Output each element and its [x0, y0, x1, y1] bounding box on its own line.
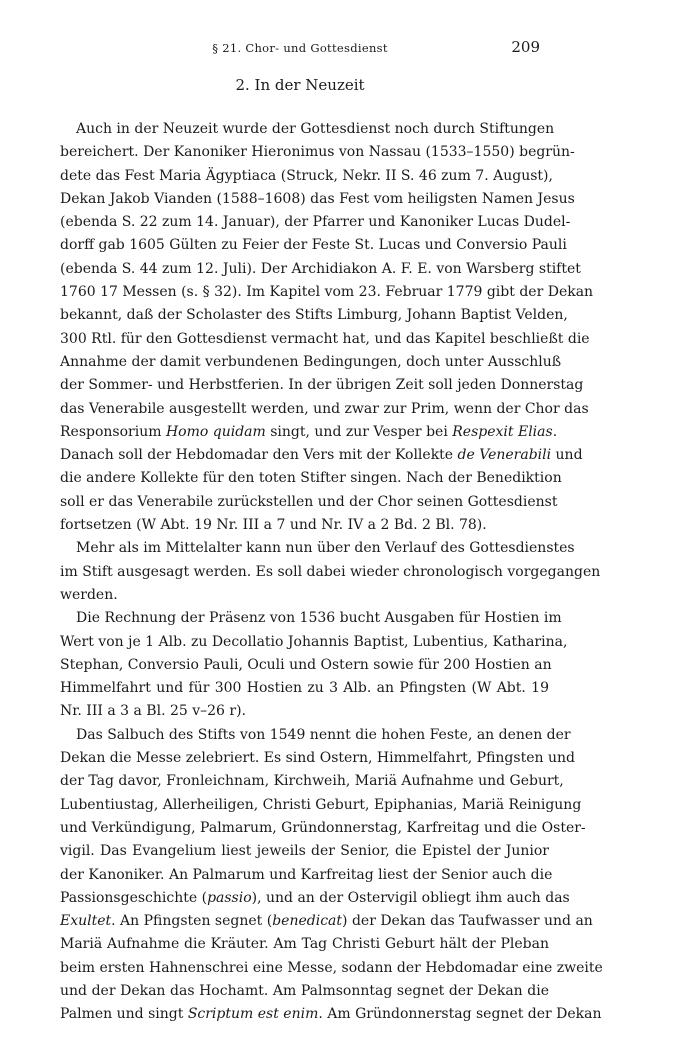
latin-term: Exultet [60, 913, 112, 930]
text-segment: Responsorium [60, 423, 166, 440]
text-line [60, 188, 575, 211]
latin-term: Respexit Elias [452, 423, 553, 440]
text-segment: Das Salbuch des Stifts von 1549 nennt die hohen Feste, an denen der [76, 726, 571, 743]
text-line [60, 957, 603, 980]
text-segment: Annahme der damit verbundenen Bedingungen, doch unter Ausschluß [60, 353, 562, 370]
text-segment: dorff gab 1605 Gülten zu Feier der Feste St. Lucas und Conversio Pauli [60, 237, 567, 254]
text-line [60, 747, 575, 770]
latin-term: passio [207, 889, 252, 906]
text-line [60, 258, 581, 281]
text-line [60, 351, 562, 374]
text-line [60, 840, 549, 863]
text-segment: Himmelfahrt und für 300 Hostien zu 3 Alb. an Pfingsten (W Abt. 19 [60, 680, 549, 697]
text-segment: Dekan die Messe zelebriert. Es sind Ostern, Himmelfahrt, Pfingsten und [60, 750, 575, 767]
text-line [60, 328, 590, 351]
text-line [60, 980, 549, 1003]
latin-term: Scriptum est enim [187, 1006, 319, 1023]
text-segment: und der Dekan das Hochamt. Am Palmsonntag segnet der Dekan die [60, 982, 549, 999]
text-line [60, 281, 594, 304]
text-line [60, 444, 583, 467]
text-segment: (ebenda S. 22 zum 14. Januar), der Pfarrer und Kanoniker Lucas Dudel- [60, 214, 571, 231]
text-segment: 1760 17 Messen (s. § 32). Im Kapitel vom 23. Februar 1779 gibt der Dekan [60, 284, 594, 301]
page-number: 209 [511, 38, 540, 56]
text-line [60, 631, 568, 654]
latin-term: de Venerabili [457, 447, 552, 464]
text-segment: . Am Gründonnerstag segnet der Dekan [318, 1006, 602, 1023]
text-segment: und Verkündigung, Palmarum, Gründonnerstag, Karfreitag und die Oster- [60, 819, 586, 836]
text-segment: singt, und zur Vesper bei [265, 423, 453, 440]
text-segment: der Kanoniker. An Palmarum und Karfreitag liest der Senior auch die [60, 866, 553, 883]
text-segment: 300 Rtl. für den Gottesdienst vermacht hat, und das Kapitel beschließt die [60, 330, 590, 347]
text-segment: Die Rechnung der Präsenz von 1536 bucht Ausgaben für Hostien im [76, 610, 562, 627]
latin-term: benedicat [272, 913, 343, 930]
text-segment: (ebenda S. 44 zum 12. Juli). Der Archidiakon A. F. E. von Warsberg stiftet [60, 260, 581, 277]
running-title: § 21. Chor- und Gottesdienst [212, 41, 388, 55]
text-segment: im Stift ausgesagt werden. Es soll dabei wieder chronologisch vorgegangen [60, 563, 601, 580]
text-segment: soll er das Venerabile zurückstellen und der Chor seinen Gottesdienst [60, 493, 558, 510]
text-segment: Passionsgeschichte ( [60, 889, 208, 906]
text-line [60, 654, 552, 677]
text-segment: der Tag davor, Fronleichnam, Kirchweih, Mariä Aufnahme und Geburt, [60, 773, 564, 790]
text-line [60, 118, 555, 141]
body-text [60, 118, 603, 1027]
text-segment: Auch in der Neuzeit wurde der Gottesdienst noch durch Stiftungen [76, 121, 555, 137]
text-segment: Nr. III a 3 a Bl. 25 v–26 r). [60, 703, 247, 720]
text-line [60, 584, 549, 607]
text-segment: dete das Fest Maria Ägyptiaca (Struck, Nekr. II S. 46 zum 7. August), [60, 167, 553, 184]
text-line [60, 537, 575, 560]
text-line [60, 514, 549, 537]
text-line [60, 234, 567, 257]
text-line [60, 887, 570, 910]
text-segment: bekannt, daß der Scholaster des Stifts Limburg, Johann Baptist Velden, [60, 307, 568, 324]
text-segment: werden. [60, 586, 118, 603]
text-line [60, 910, 593, 933]
text-line [60, 677, 549, 700]
text-segment: . An Pfingsten segnet ( [111, 913, 273, 930]
text-line [60, 700, 549, 723]
text-line [60, 933, 549, 956]
text-segment: Mehr als im Mittelalter kann nun über den Verlauf des Gottesdienstes [76, 540, 575, 557]
text-line [60, 724, 571, 747]
text-segment: Stephan, Conversio Pauli, Oculi und Ostern sowie für 200 Hostien an [60, 656, 552, 673]
text-line [60, 491, 558, 514]
text-line [60, 304, 568, 327]
text-segment: Mariä Aufnahme die Kräuter. Am Tag Christi Geburt hält der Pleban [60, 936, 549, 953]
text-segment: die andere Kollekte für den toten Stifter singen. Nach der Benediktion [60, 470, 562, 487]
text-line [60, 141, 575, 164]
text-segment: beim ersten Hahnenschrei eine Messe, sodann der Hebdomadar eine zweite [60, 959, 603, 976]
text-segment: . [552, 423, 558, 440]
text-line [60, 421, 558, 444]
text-line [60, 794, 582, 817]
text-line [60, 165, 553, 188]
text-line [60, 817, 586, 840]
text-line [60, 864, 553, 887]
text-segment: Dekan Jakob Vianden (1588–1608) das Fest vom heiligsten Namen Jesus [60, 190, 575, 207]
text-segment: ), und an der Ostervigil obliegt ihm auch das [251, 889, 570, 906]
text-segment: bereichert. Der Kanoniker Hieronimus von Nassau (1533–1550) begrün- [60, 144, 575, 161]
text-segment: Wert von je 1 Alb. zu Decollatio Johannis Baptist, Lubentius, Katharina, [60, 633, 568, 650]
text-segment: Lubentiustag, Allerheiligen, Christi Geburt, Epiphanias, Mariä Reinigung [60, 796, 582, 813]
text-segment: das Venerabile ausgestellt werden, und zwar zur Prim, wenn der Chor das [60, 400, 589, 417]
text-segment: der Sommer- und Herbstferien. In der übrigen Zeit soll jeden Donnerstag [60, 377, 584, 394]
text-segment: fortsetzen (W Abt. 19 Nr. III a 7 und Nr. IV a 2 Bd. 2 Bl. 78). [60, 517, 487, 534]
text-segment: und [551, 447, 583, 464]
text-segment: vigil. Das Evangelium liest jeweils der Senior, die Epistel der Junior [60, 843, 549, 860]
text-line [60, 467, 562, 490]
text-line [60, 211, 571, 234]
text-segment: Palmen und singt [60, 1006, 188, 1023]
text-line [60, 1003, 602, 1026]
text-line [60, 770, 564, 793]
text-line [60, 374, 584, 397]
latin-term: Homo quidam [165, 423, 266, 440]
text-segment: Danach soll der Hebdomadar den Vers mit der Kollekte [60, 447, 458, 464]
text-line [60, 561, 601, 584]
text-line [60, 607, 562, 630]
text-segment: ) der Dekan das Taufwasser und an [342, 913, 593, 930]
running-head [60, 38, 540, 58]
text-line [60, 398, 589, 421]
section-heading: 2. In der Neuzeit [235, 76, 365, 94]
